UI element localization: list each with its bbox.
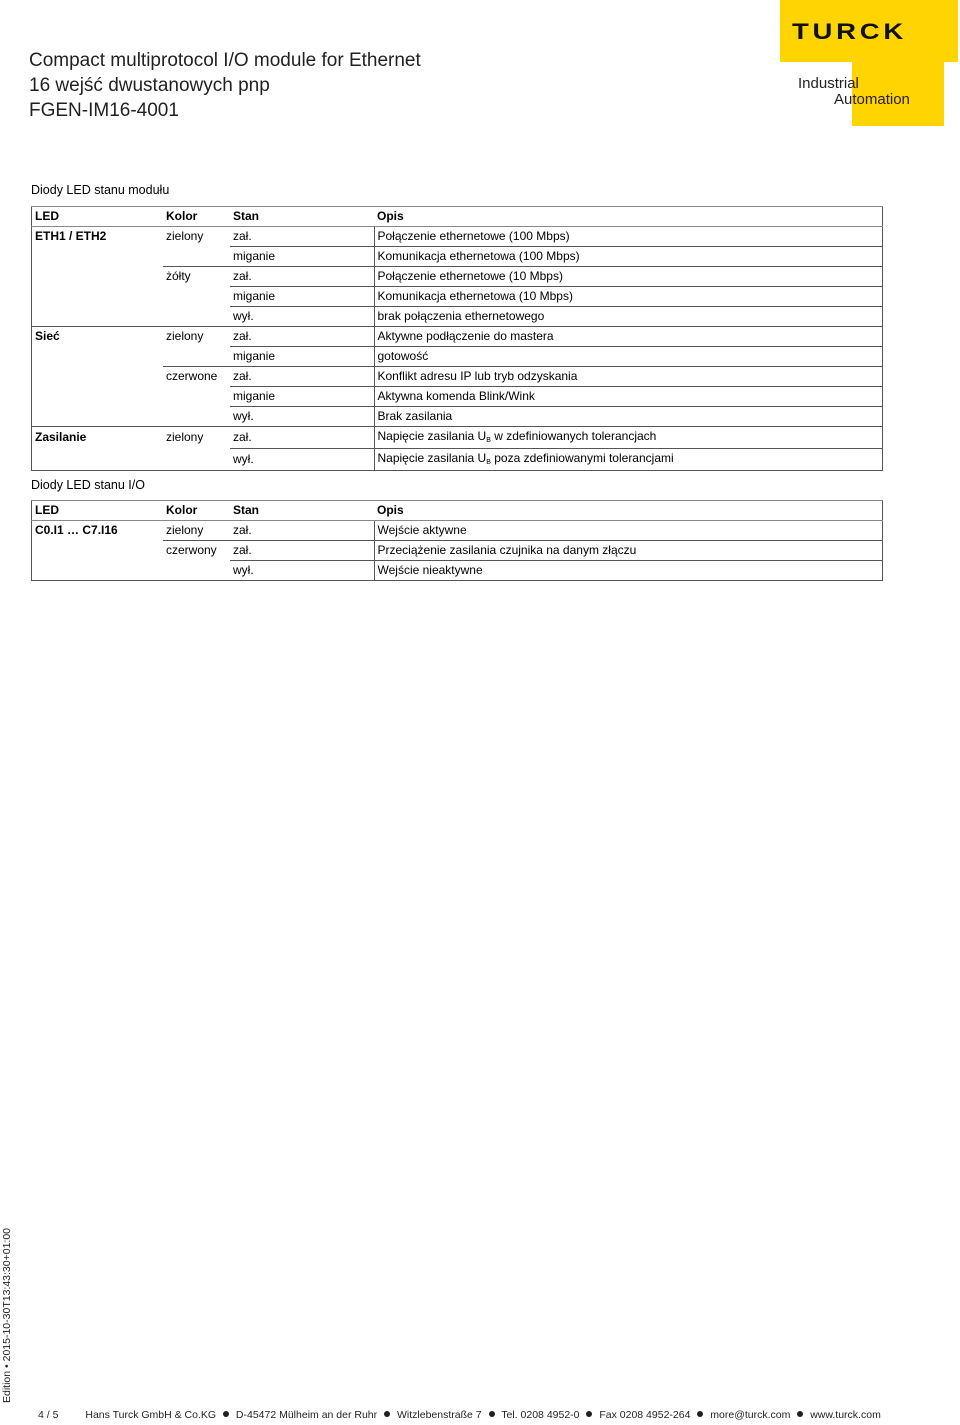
bullet-icon	[223, 1411, 229, 1417]
cell-color: czerwone	[163, 367, 230, 387]
col-description: Opis	[374, 501, 883, 521]
document-subtitle: 16 wejść dwustanowych pnp	[29, 75, 270, 96]
col-state: Stan	[230, 501, 374, 521]
footer-web: www.turck.com	[810, 1409, 881, 1421]
cell-state: miganie	[230, 387, 374, 407]
logo-wordmark: TURCK	[792, 19, 907, 44]
cell-led	[32, 267, 164, 287]
col-led: LED	[32, 501, 164, 521]
cell-state: zał.	[230, 427, 374, 449]
table-row	[32, 287, 883, 307]
document-title: Compact multiprotocol I/O module for Ethernet	[29, 50, 421, 71]
bullet-icon	[586, 1411, 592, 1417]
table-row	[32, 407, 883, 427]
cell-description: Komunikacja ethernetowa (10 Mbps)	[374, 287, 883, 307]
cell-description: Komunikacja ethernetowa (100 Mbps)	[374, 247, 883, 267]
table-row	[32, 227, 883, 247]
table-row	[32, 327, 883, 347]
cell-state: wył.	[230, 407, 374, 427]
io-leds-table	[31, 500, 883, 581]
cell-led: Sieć	[32, 327, 164, 347]
table-row	[32, 307, 883, 327]
product-code: FGEN-IM16-4001	[29, 100, 179, 121]
cell-color	[163, 561, 230, 581]
cell-led	[32, 407, 164, 427]
cell-description: Aktywna komenda Blink/Wink	[374, 387, 883, 407]
col-led: LED	[32, 207, 164, 227]
cell-color: zielony	[163, 521, 230, 541]
cell-color	[163, 307, 230, 327]
description-subscript: B	[486, 459, 491, 466]
cell-led	[32, 287, 164, 307]
col-description: Opis	[374, 207, 883, 227]
cell-led	[32, 541, 164, 561]
cell-description: Brak zasilania	[374, 407, 883, 427]
table-row	[32, 449, 883, 471]
bullet-icon	[489, 1411, 495, 1417]
module-leds-table	[31, 206, 883, 471]
cell-color	[163, 407, 230, 427]
footer-street: Witzlebenstraße 7	[397, 1409, 482, 1421]
cell-led	[32, 347, 164, 367]
logo-tagline-1: Industrial	[798, 75, 859, 92]
footer-fax: Fax 0208 4952-264	[599, 1409, 691, 1421]
cell-led: Zasilanie	[32, 427, 164, 449]
cell-state: zał.	[230, 541, 374, 561]
cell-led	[32, 367, 164, 387]
cell-color	[163, 287, 230, 307]
cell-description: Połączenie ethernetowe (10 Mbps)	[374, 267, 883, 287]
cell-description: Połączenie ethernetowe (100 Mbps)	[374, 227, 883, 247]
cell-led	[32, 387, 164, 407]
cell-color: żółty	[163, 267, 230, 287]
cell-state: miganie	[230, 287, 374, 307]
cell-led	[32, 561, 164, 581]
cell-state: miganie	[230, 347, 374, 367]
description-text: Napięcie zasilania U	[377, 429, 487, 443]
cell-state: zał.	[230, 267, 374, 287]
cell-led: ETH1 / ETH2	[32, 227, 164, 247]
cell-led: C0.I1 … C7.I16	[32, 521, 164, 541]
table-row	[32, 561, 883, 581]
page-footer	[38, 1409, 881, 1421]
col-color: Kolor	[163, 501, 230, 521]
io-leds-heading: Diody LED stanu I/O	[31, 478, 145, 492]
table-header-row	[32, 501, 883, 521]
cell-led	[32, 307, 164, 327]
cell-state: wył.	[230, 449, 374, 471]
description-subscript: B	[486, 437, 491, 444]
table-row	[32, 347, 883, 367]
cell-color: zielony	[163, 327, 230, 347]
edition-text: Edition • 2015-10-30T13:43:30+01:00	[1, 1227, 13, 1403]
cell-description: Konflikt adresu IP lub tryb odzyskania	[374, 367, 883, 387]
cell-color	[163, 387, 230, 407]
cell-color	[163, 347, 230, 367]
description-text: Napięcie zasilania U	[377, 451, 487, 465]
cell-state: zał.	[230, 521, 374, 541]
bullet-icon	[797, 1411, 803, 1417]
edition-stamp	[0, 1227, 14, 1403]
table-row	[32, 267, 883, 287]
table-row	[32, 541, 883, 561]
footer-address: D-45472 Mülheim an der Ruhr	[235, 1409, 378, 1421]
table-row	[32, 247, 883, 267]
cell-color: zielony	[163, 227, 230, 247]
cell-color: czerwony	[163, 541, 230, 561]
cell-state: wył.	[230, 307, 374, 327]
module-leds-heading: Diody LED stanu modułu	[31, 183, 170, 197]
footer-email: more@turck.com	[710, 1409, 791, 1421]
col-color: Kolor	[163, 207, 230, 227]
cell-color	[163, 449, 230, 471]
page-number: 4 / 5	[38, 1409, 59, 1421]
cell-description: brak połączenia ethernetowego	[374, 307, 883, 327]
cell-description: Wejście aktywne	[374, 521, 883, 541]
cell-description	[374, 449, 883, 471]
cell-state: zał.	[230, 327, 374, 347]
table-row	[32, 521, 883, 541]
cell-description: gotowość	[374, 347, 883, 367]
logo-tagline-2: Automation	[834, 91, 910, 108]
cell-state: miganie	[230, 247, 374, 267]
table-row	[32, 367, 883, 387]
table-row	[32, 387, 883, 407]
col-state: Stan	[230, 207, 374, 227]
cell-state: zał.	[230, 367, 374, 387]
bullet-icon	[384, 1411, 390, 1417]
cell-led	[32, 247, 164, 267]
table-row	[32, 427, 883, 449]
footer-company: Hans Turck GmbH & Co.KG	[85, 1409, 217, 1421]
cell-description: Aktywne podłączenie do mastera	[374, 327, 883, 347]
cell-description: Przeciążenie zasilania czujnika na danym złączu	[374, 541, 883, 561]
footer-tel: Tel. 0208 4952-0	[501, 1409, 580, 1421]
cell-description	[374, 427, 883, 449]
cell-color	[163, 247, 230, 267]
bullet-icon	[697, 1411, 703, 1417]
cell-state: zał.	[230, 227, 374, 247]
cell-state: wył.	[230, 561, 374, 581]
table-header-row	[32, 207, 883, 227]
cell-description: Wejście nieaktywne	[374, 561, 883, 581]
description-text: w zdefiniowanych tolerancjach	[490, 429, 657, 443]
cell-led	[32, 449, 164, 471]
cell-color: zielony	[163, 427, 230, 449]
description-text: poza zdefiniowanymi tolerancjami	[490, 451, 674, 465]
